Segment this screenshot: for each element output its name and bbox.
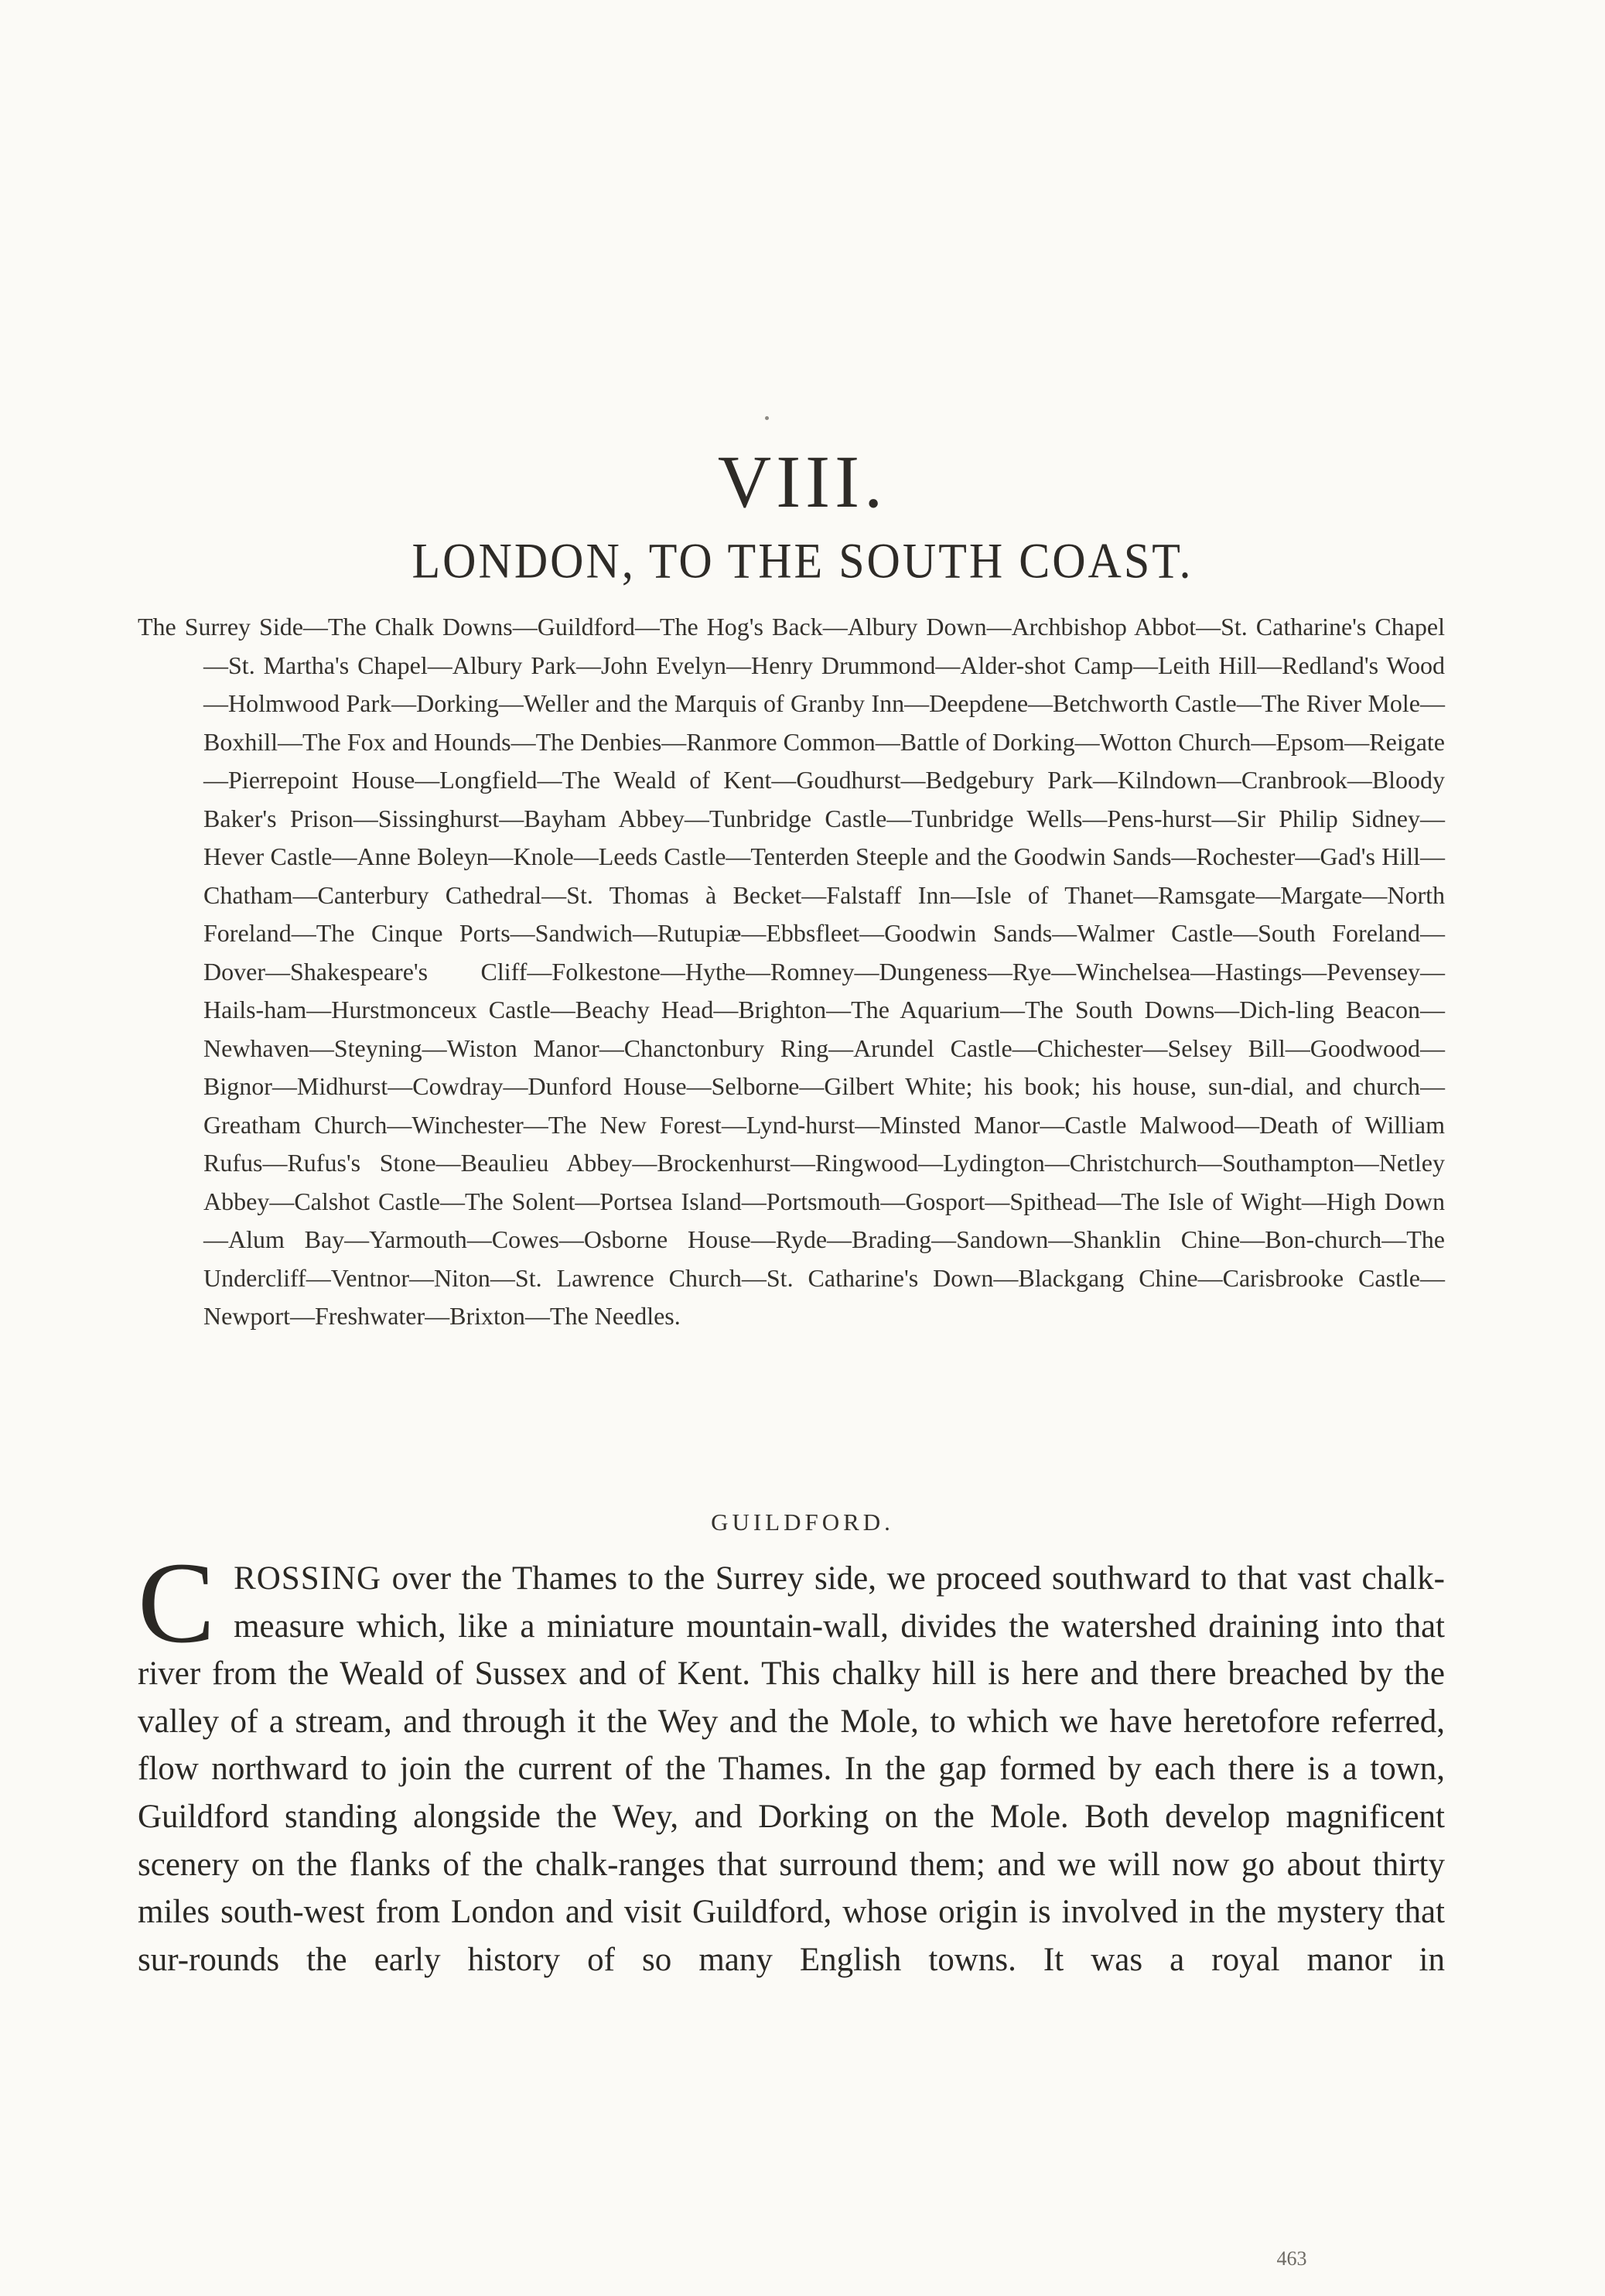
page-number: 463 [1276, 2247, 1307, 2270]
print-speck [765, 416, 769, 420]
lead-word: ROSSING [234, 1560, 382, 1597]
chapter-number: VIII. [717, 440, 888, 523]
drop-cap: C [138, 1539, 216, 1667]
section-heading: GUILDFORD. [711, 1508, 894, 1536]
chapter-synopsis: The Surrey Side—The Chalk Downs—Guildford—The Hog's Back—Albury Down—Archbishop Abbot—St. Catharine's Chapel—St. Martha's Chapel—Albury Park—John Evelyn—Henry Drummond—Alder-shot Camp—Leith Hill—Redland's Wood—Holmwood Park—Dorking—Weller and the Marquis of Granby Inn—Deepdene—Betchworth Castle—The River Mole—Boxhill—The Fox and Hounds—The Denbies—Ranmore Common—Battle of Dorking—Wotton Church—Epsom—Reigate—Pierrepoint House—Longfield—The Weald of Kent—Goudhurst—Bedgebury Park—Kilndown—Cranbrook—Bloody Baker's Prison—Sissinghurst—Bayham Abbey—Tunbridge Castle—Tunbridge Wells—Pens-hurst—Sir Philip Sidney—Hever Castle—Anne Boleyn—Knole—Leeds Castle—Tenterden Steeple and the Goodwin Sands—Rochester—Gad's Hill—Chatham—Canterbury Cathedral—St. Thomas à Becket—Falstaff Inn—Isle of Thanet—Ramsgate—Margate—North Foreland—The Cinque Ports—Sandwich—Rutupiæ—Ebbsfleet—Goodwin Sands—Walmer Castle—South Foreland—Dover—Shakespeare's Cliff—Folkestone—Hythe—Romney—Dungeness—Rye—Winchelsea—Hastings—Pevensey—Hails-ham—Hurstmonceux Castle—Beachy Head—Brighton—The Aquarium—The South Downs—Dich-ling Beacon—Newhaven—Steyning—Wiston Manor—Chanctonbury Ring—Arundel Castle—Chichester—Selsey Bill—Goodwood—Bignor—Midhurst—Cowdray—Dunford House—Selborne—Gilbert White; his book; his house, sun-dial, and church—Greatham Church—Winchester—The New Forest—Lynd-hurst—Minsted Manor—Castle Malwood—Death of William Rufus—Rufus's Stone—Beaulieu Abbey—Brockenhurst—Ringwood—Lydington—Christchurch—Southampton—Netley Abbey—Calshot Castle—The Solent—Portsea Island—Portsmouth—Gosport—Spithead—The Isle of Wight—High Down—Alum Bay—Yarmouth—Cowes—Osborne House—Ryde—Brading—Sandown—Shanklin Chine—Bon-church—The Undercliff—Ventnor—Niton—St. Lawrence Church—St. Catharine's Down—Blackgang Chine—Carisbrooke Castle—Newport—Freshwater—Brixton—The Needles. [138, 613, 1445, 1330]
body-text: over the Thames to the Surrey side, we proceed southward to that vast chalk-measure which, like a miniature mountain-wall, divides the watershed draining into that river from the Weald of Sussex and of Kent. This chalky hill is here and there breached by the valley of a stream, and through it the Wey and the Mole, to which we have heretofore referred, flow northward to join the current of the Thames. In the gap formed by each there is a town, Guildford standing alongside the Wey, and Dorking on the Mole. Both develop magnificent scenery on the flanks of the chalk-ranges that surround them; and we will now go about thirty miles south-west from London and visit Guildford, whose origin is involved in the mystery that sur-rounds the early history of so many English towns. It was a royal manor in [138, 1560, 1445, 1978]
body-paragraph [138, 1539, 1445, 1983]
chapter-title: LONDON, TO THE SOUTH COAST. [411, 533, 1194, 589]
